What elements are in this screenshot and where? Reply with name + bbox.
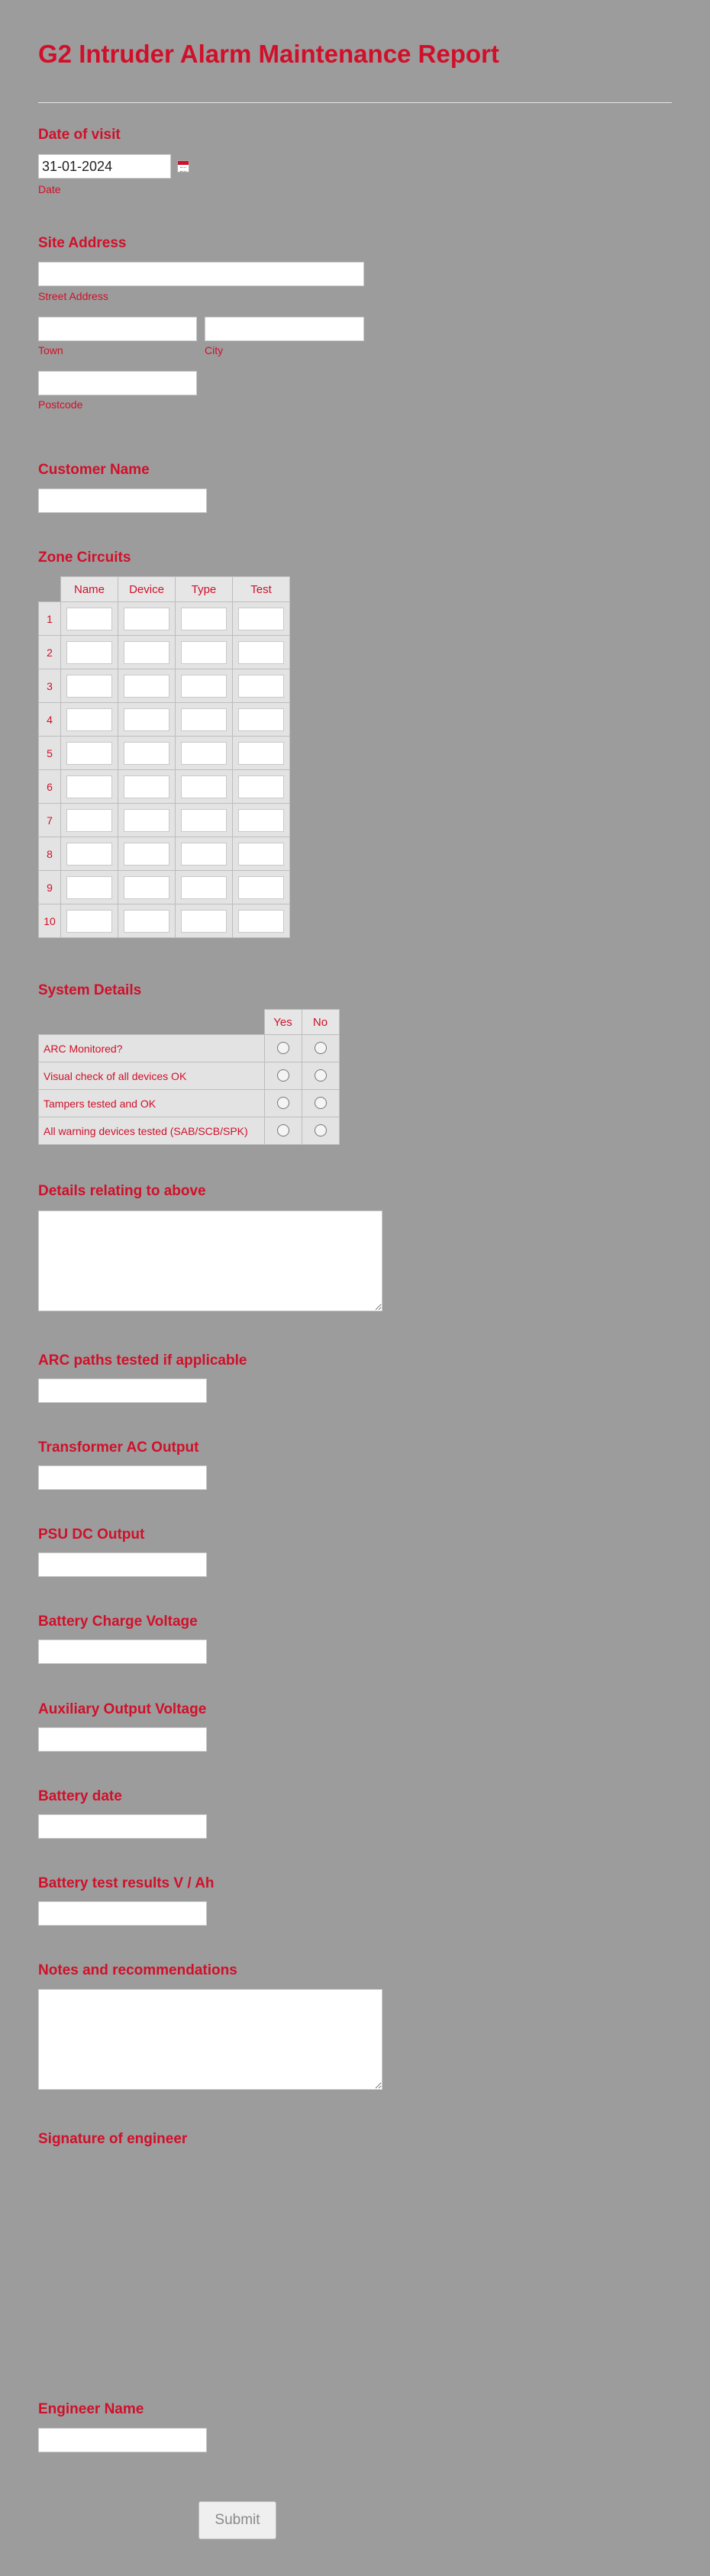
zone-cell (61, 636, 118, 669)
zone-type-input[interactable] (181, 675, 227, 698)
calendar-icon[interactable] (177, 160, 189, 172)
radio-no[interactable] (315, 1042, 327, 1054)
system-row (39, 1062, 340, 1090)
postcode-input[interactable] (38, 371, 197, 395)
zone-test-input[interactable] (238, 742, 284, 765)
zone-cell (118, 871, 176, 904)
zone-cell (233, 636, 290, 669)
zone-name-input[interactable] (66, 708, 112, 731)
zone-cell (61, 770, 118, 804)
zone-row (39, 602, 290, 636)
zone-cell (61, 703, 118, 737)
zone-row-number: 7 (39, 804, 61, 837)
zone-row (39, 669, 290, 703)
zone-test-input[interactable] (238, 708, 284, 731)
city-input[interactable] (205, 317, 364, 341)
zone-row (39, 737, 290, 770)
system-row (39, 1117, 340, 1145)
battery-charge-label: Battery Charge Voltage (38, 1614, 198, 1630)
zone-device-input[interactable] (124, 675, 169, 698)
zone-cell (118, 602, 176, 636)
zone-cell (176, 737, 233, 770)
system-question: All warning devices tested (SAB/SCB/SPK) (39, 1117, 265, 1145)
sys-col-no: No (302, 1010, 339, 1035)
zone-cell (233, 737, 290, 770)
system-radio-cell (264, 1062, 302, 1090)
radio-no[interactable] (315, 1124, 327, 1136)
zone-cell (118, 636, 176, 669)
notes-label: Notes and recommendations (38, 1962, 237, 1978)
zone-cell (118, 837, 176, 871)
engineer-name-label: Engineer Name (38, 2401, 144, 2417)
zone-name-input[interactable] (66, 775, 112, 798)
date-sublabel: Date (38, 183, 61, 195)
engineer-name-input[interactable] (38, 2428, 207, 2452)
street-address-input[interactable] (38, 262, 364, 286)
zone-row-number: 1 (39, 602, 61, 636)
zone-type-input[interactable] (181, 876, 227, 899)
town-input[interactable] (38, 317, 197, 341)
zone-cell (233, 804, 290, 837)
zone-device-input[interactable] (124, 708, 169, 731)
details-label: Details relating to above (38, 1183, 206, 1199)
zone-name-input[interactable] (66, 910, 112, 933)
system-radio-cell (264, 1117, 302, 1145)
zone-cell (61, 837, 118, 871)
zone-type-input[interactable] (181, 910, 227, 933)
zone-cell (61, 602, 118, 636)
zone-row-number: 6 (39, 770, 61, 804)
zone-type-input[interactable] (181, 641, 227, 664)
zone-device-input[interactable] (124, 641, 169, 664)
submit-button[interactable]: Submit (198, 2501, 276, 2539)
zone-test-input[interactable] (238, 809, 284, 832)
zone-row-number: 9 (39, 871, 61, 904)
zone-device-input[interactable] (124, 910, 169, 933)
sys-col-yes: Yes (264, 1010, 302, 1035)
zone-cell (61, 669, 118, 703)
zone-cell (176, 904, 233, 938)
zone-cell (118, 770, 176, 804)
battery-date-input[interactable] (38, 1814, 207, 1839)
zone-corner (39, 577, 61, 602)
zone-row-number: 8 (39, 837, 61, 871)
zone-cell (176, 837, 233, 871)
system-row (39, 1090, 340, 1117)
customer-name-input[interactable] (38, 488, 207, 513)
battery-test-label: Battery test results V / Ah (38, 1875, 215, 1891)
zone-name-input[interactable] (66, 742, 112, 765)
zone-col-type: Type (176, 577, 233, 602)
zone-cell (176, 703, 233, 737)
system-details-label: System Details (38, 982, 142, 998)
radio-yes[interactable] (277, 1069, 289, 1082)
zone-cell (118, 904, 176, 938)
zone-name-input[interactable] (66, 843, 112, 866)
zone-circuits-label: Zone Circuits (38, 550, 131, 566)
zone-device-input[interactable] (124, 775, 169, 798)
zone-circuits-table (38, 576, 290, 938)
zone-name-input[interactable] (66, 675, 112, 698)
zone-test-input[interactable] (238, 876, 284, 899)
zone-cell (233, 904, 290, 938)
zone-row (39, 770, 290, 804)
notes-textarea[interactable] (38, 1989, 382, 2090)
sys-corner (39, 1010, 265, 1035)
zone-cell (61, 871, 118, 904)
zone-cell (118, 703, 176, 737)
radio-no[interactable] (315, 1069, 327, 1082)
zone-name-input[interactable] (66, 809, 112, 832)
system-radio-cell (302, 1035, 339, 1062)
system-question: ARC Monitored? (39, 1035, 265, 1062)
zone-device-input[interactable] (124, 608, 169, 630)
zone-cell (61, 804, 118, 837)
zone-device-input[interactable] (124, 809, 169, 832)
system-radio-cell (302, 1117, 339, 1145)
date-label: Date of visit (38, 127, 121, 143)
radio-yes[interactable] (277, 1097, 289, 1109)
aux-output-input[interactable] (38, 1727, 207, 1752)
zone-test-input[interactable] (238, 608, 284, 630)
radio-yes[interactable] (277, 1124, 289, 1136)
zone-test-input[interactable] (238, 843, 284, 866)
details-textarea[interactable] (38, 1211, 382, 1311)
zone-type-input[interactable] (181, 742, 227, 765)
postcode-sublabel: Postcode (38, 398, 83, 411)
zone-cell (61, 737, 118, 770)
zone-cell (118, 804, 176, 837)
zone-test-input[interactable] (238, 910, 284, 933)
system-question: Visual check of all devices OK (39, 1062, 265, 1090)
zone-cell (233, 703, 290, 737)
zone-cell (176, 770, 233, 804)
zone-col-device: Device (118, 577, 176, 602)
customer-name-label: Customer Name (38, 462, 150, 478)
arc-paths-label: ARC paths tested if applicable (38, 1352, 247, 1369)
zone-test-input[interactable] (238, 775, 284, 798)
zone-row (39, 636, 290, 669)
zone-type-input[interactable] (181, 608, 227, 630)
zone-row (39, 904, 290, 938)
zone-type-input[interactable] (181, 708, 227, 731)
battery-test-input[interactable] (38, 1901, 207, 1926)
city-sublabel: City (205, 344, 224, 356)
zone-row-number: 10 (39, 904, 61, 938)
system-question: Tampers tested and OK (39, 1090, 265, 1117)
zone-cell (233, 871, 290, 904)
transformer-ac-label: Transformer AC Output (38, 1440, 199, 1456)
zone-name-input[interactable] (66, 876, 112, 899)
zone-cell (233, 602, 290, 636)
system-details-table (38, 1009, 340, 1145)
zone-row-number: 2 (39, 636, 61, 669)
zone-cell (176, 804, 233, 837)
signature-pad[interactable] (38, 2158, 420, 2387)
zone-name-input[interactable] (66, 608, 112, 630)
zone-cell (233, 770, 290, 804)
battery-charge-input[interactable] (38, 1639, 207, 1664)
radio-no[interactable] (315, 1097, 327, 1109)
zone-cell (233, 669, 290, 703)
radio-yes[interactable] (277, 1042, 289, 1054)
zone-test-input[interactable] (238, 675, 284, 698)
zone-row (39, 804, 290, 837)
zone-cell (233, 837, 290, 871)
zone-test-input[interactable] (238, 641, 284, 664)
date-input[interactable] (38, 154, 171, 179)
zone-type-input[interactable] (181, 843, 227, 866)
zone-name-input[interactable] (66, 641, 112, 664)
zone-device-input[interactable] (124, 843, 169, 866)
street-address-sublabel: Street Address (38, 290, 108, 302)
title-divider (38, 102, 672, 103)
signature-label: Signature of engineer (38, 2131, 188, 2147)
zone-cell (61, 904, 118, 938)
system-row (39, 1035, 340, 1062)
zone-cell (176, 636, 233, 669)
zone-device-input[interactable] (124, 876, 169, 899)
zone-row (39, 837, 290, 871)
zone-type-input[interactable] (181, 775, 227, 798)
town-sublabel: Town (38, 344, 63, 356)
arc-paths-input[interactable] (38, 1378, 207, 1403)
aux-output-label: Auxiliary Output Voltage (38, 1701, 207, 1717)
zone-cell (118, 669, 176, 703)
site-address-label: Site Address (38, 235, 127, 251)
form-title: G2 Intruder Alarm Maintenance Report (38, 40, 499, 68)
psu-dc-input[interactable] (38, 1552, 207, 1577)
zone-cell (176, 602, 233, 636)
battery-date-label: Battery date (38, 1788, 122, 1804)
zone-row (39, 703, 290, 737)
zone-row-number: 5 (39, 737, 61, 770)
system-radio-cell (264, 1090, 302, 1117)
system-radio-cell (302, 1090, 339, 1117)
zone-row (39, 871, 290, 904)
zone-col-test: Test (233, 577, 290, 602)
zone-row-number: 4 (39, 703, 61, 737)
system-radio-cell (264, 1035, 302, 1062)
zone-col-name: Name (61, 577, 118, 602)
system-radio-cell (302, 1062, 339, 1090)
zone-cell (176, 871, 233, 904)
zone-cell (118, 737, 176, 770)
zone-row-number: 3 (39, 669, 61, 703)
transformer-ac-input[interactable] (38, 1465, 207, 1490)
zone-device-input[interactable] (124, 742, 169, 765)
zone-cell (176, 669, 233, 703)
zone-type-input[interactable] (181, 809, 227, 832)
psu-dc-label: PSU DC Output (38, 1527, 145, 1543)
